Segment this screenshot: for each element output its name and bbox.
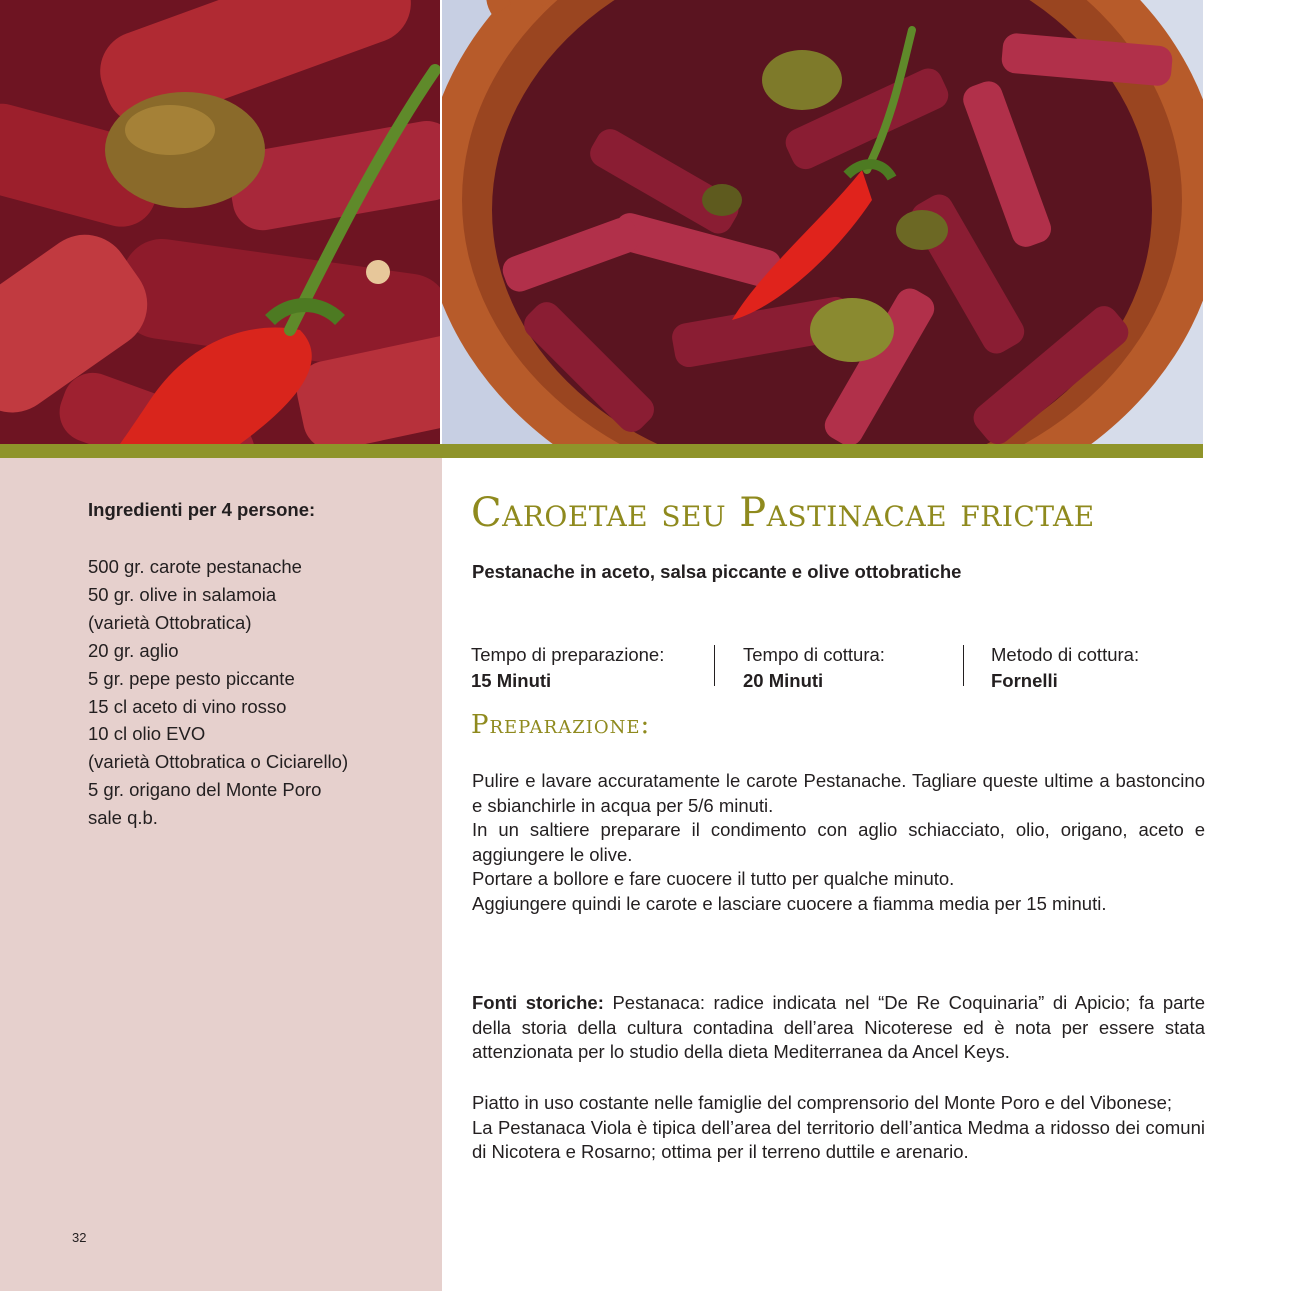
cook-method [991, 642, 1139, 694]
prep-time-value: 15 Minuti [471, 670, 552, 691]
ingredient-item: 5 gr. pepe pesto piccante [88, 667, 295, 689]
ingredient-item: 15 cl aceto di vino rosso [88, 695, 287, 717]
cook-method-label: Metodo di cottura: [991, 644, 1140, 665]
preparation-step: In un saltiere preparare il condimento con aglio schiacciato, olio, origano, aceto e aggiungere le olive. [472, 819, 1205, 865]
recipe-subtitle: Pestanache in aceto, salsa piccante e olive ottobratiche [472, 561, 962, 582]
ingredient-item: 500 gr. carote pestanache [88, 556, 302, 577]
recipe-title: Caroetae seu Pastinacae frictae [471, 490, 1095, 536]
preparation-step: Portare a bollore e fare cuocere il tutto per qualche minuto. [472, 868, 955, 889]
note-paragraph: La Pestanaca Viola è tipica dell’area del territorio dell’antica Medma a ridosso dei comuni di Nicotera e Rosarno; ottima per il terreno duttile e arenario. [472, 1116, 1205, 1162]
historical-sources [472, 991, 1205, 1065]
meta-divider [963, 645, 964, 686]
ingredient-item: 20 gr. aglio [88, 639, 179, 661]
sources-paragraph [472, 991, 1205, 1065]
closeup-photo [0, 0, 440, 444]
ingredients-list [88, 553, 348, 832]
preparation-step: Aggiungere quindi le carote e lasciare cuocere a fiamma media per 15 minuti. [472, 892, 1107, 914]
ingredient-item: 10 cl olio EVO [88, 723, 206, 745]
prep-time-label: Tempo di preparazione: [471, 644, 665, 665]
ingredient-item: 5 gr. origano del Monte Poro [88, 779, 322, 801]
cook-method-value: Fornelli [991, 670, 1058, 691]
note-paragraph: Piatto in uso costante nelle famiglie del comprensorio del Monte Poro e del Vibonese; [472, 1092, 1172, 1113]
cook-time [743, 642, 885, 694]
sources-label: Fonti storiche: [472, 992, 604, 1013]
historical-notes [472, 1091, 1205, 1165]
ingredients-title: Ingredienti per 4 persone: [88, 499, 316, 520]
cook-time-label: Tempo di cottura: [743, 644, 885, 665]
page-number: 32 [72, 1230, 87, 1245]
sources-text: Pestanaca: radice indicata nel “De Re Coquinaria” di Apicio; fa parte della storia della cultura contadina dell’area Nicoterese ed è nota per essere stata attenzionata per lo studio della dieta Mediterranea da Ancel Keys. [472, 992, 1205, 1062]
prep-time [471, 642, 664, 694]
meta-divider [714, 645, 715, 686]
cook-time-value: 20 Minuti [743, 670, 824, 691]
preparation-text [472, 769, 1205, 916]
ingredient-item: (varietà Ottobratica) [88, 611, 252, 633]
preparation-heading: Preparazione: [471, 710, 651, 740]
preparation-step: Pulire e lavare accuratamente le carote Pestanache. Tagliare queste ultime a bastoncino e sbianchirle in acqua per 5/6 minuti. [472, 770, 1205, 816]
ingredient-item: (varietà Ottobratica o Ciciarello) [88, 751, 349, 773]
olive-green-band [0, 444, 1203, 458]
dish-photo [442, 0, 1203, 444]
ingredient-item: 50 gr. olive in salamoia [88, 583, 277, 605]
ingredient-item: sale q.b. [88, 807, 158, 829]
